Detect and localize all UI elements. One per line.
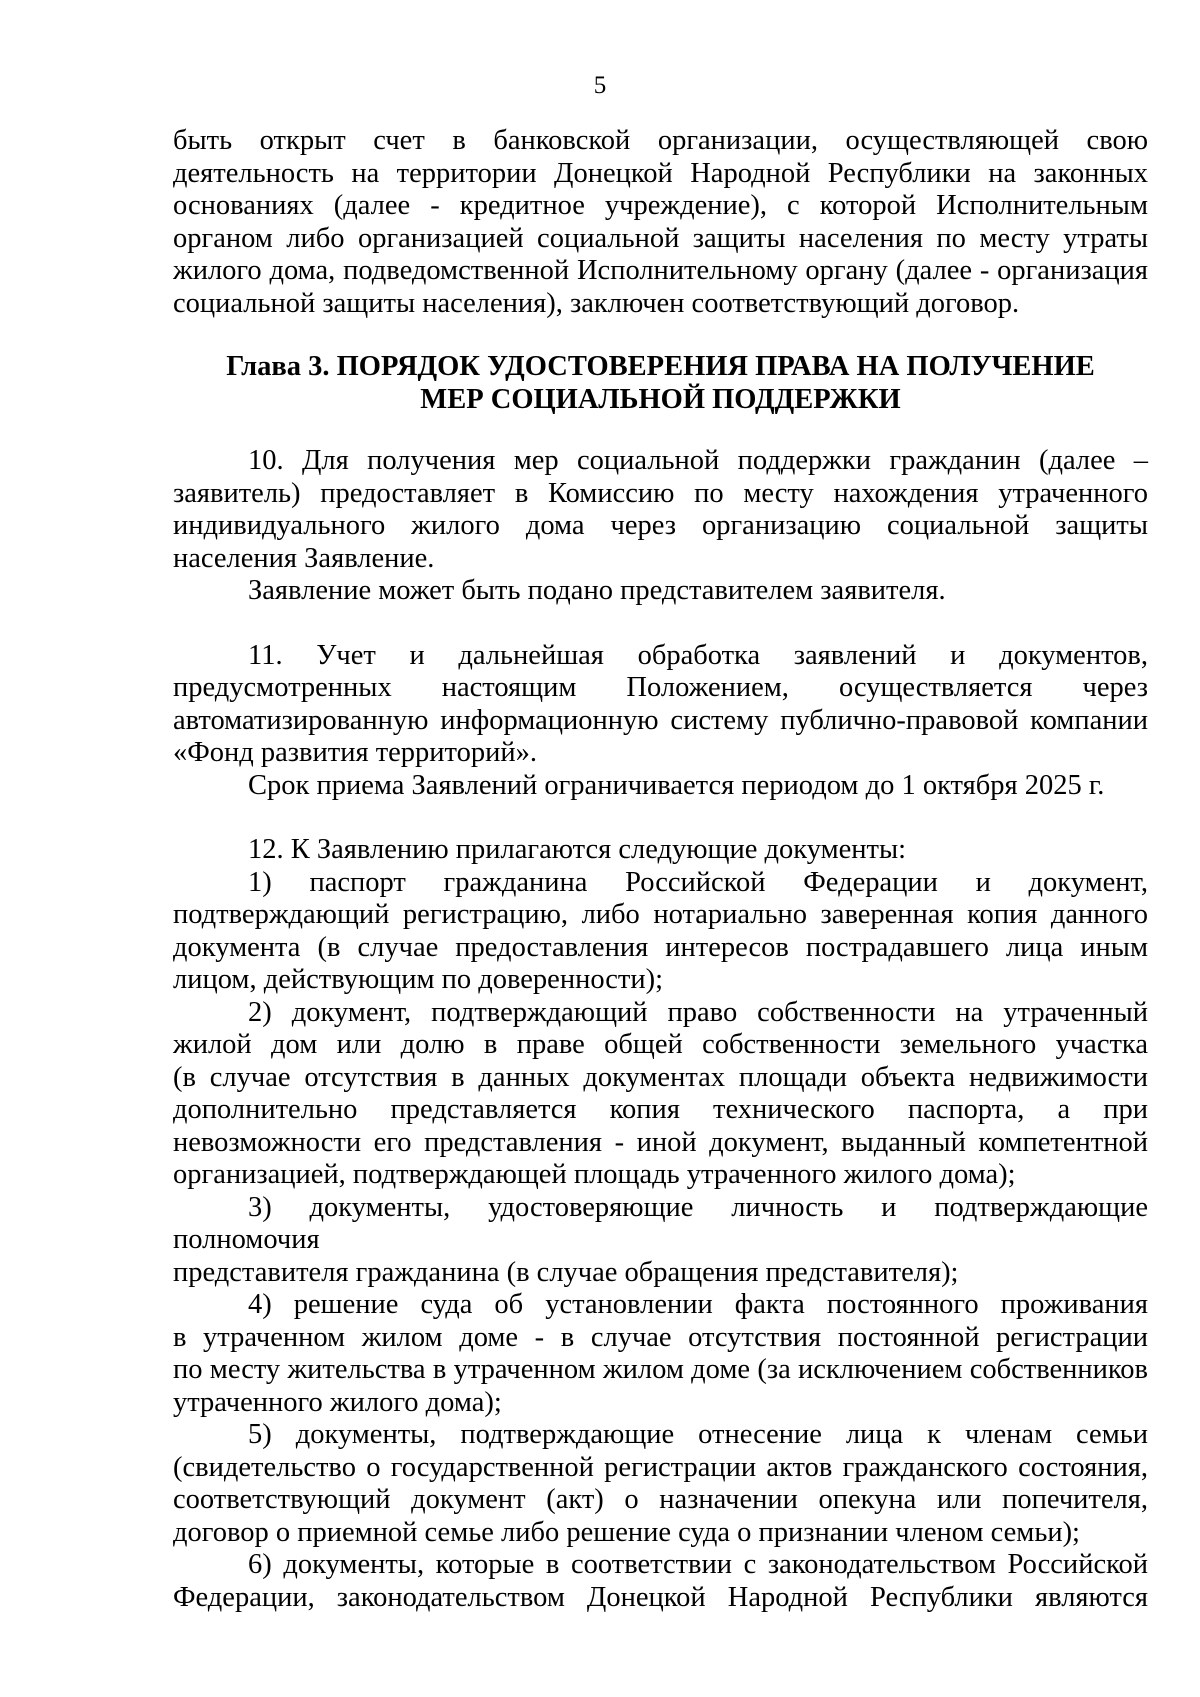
list-item-4-line: 4) решение суда об установлении факта постоянного проживания — [248, 1289, 1148, 1320]
chapter-title-line: Глава 3. ПОРЯДОК УДОСТОВЕРЕНИЯ ПРАВА НА ПОЛУЧЕНИЕ — [226, 351, 1095, 382]
list-item-2-line: 2) документ, подтверждающий право собственности на утраченный — [248, 996, 1148, 1028]
paragraph-11-line: автоматизированную информационную систему публично-правовой компании — [173, 704, 1148, 736]
list-item-4-line: по месту жительства в утраченном жилом доме (за исключением собственников — [173, 1354, 1148, 1385]
list-item-2-line: дополнительно представляется копия технического паспорта, а при — [173, 1094, 1148, 1125]
list-item-5-line: (свидетельство о государственной регистрации актов гражданского состояния, — [173, 1451, 1148, 1483]
paragraph-10-line: населения Заявление. — [173, 542, 435, 574]
paragraph-10-line: заявитель) предоставляет в Комиссию по месту нахождения утраченного — [173, 477, 1148, 509]
chapter-title-line: МЕР СОЦИАЛЬНОЙ ПОДДЕРЖКИ — [420, 384, 901, 415]
paragraph-10-line: 10. Для получения мер социальной поддержки гражданин (далее – — [248, 445, 1148, 476]
text-line: деятельность на территории Донецкой Народной Республики на законных — [173, 157, 1148, 189]
list-item-2-line: (в случае отсутствия в данных документах площади объекта недвижимости — [173, 1061, 1148, 1093]
text-line: жилого дома, подведомственной Исполнительному органу (далее - организация — [173, 255, 1148, 286]
list-item-4-line: утраченного жилого дома); — [173, 1386, 502, 1418]
list-item-1-line: 1) паспорт гражданина Российской Федерации и документ, — [248, 866, 1148, 898]
text-line: основаниях (далее - кредитное учреждение), с которой Исполнительным — [173, 190, 1148, 221]
page-number: 5 — [593, 72, 607, 99]
list-item-2-line: жилой дом или долю в праве общей собственности земельного участка — [173, 1029, 1148, 1060]
list-item-1-line: лицом, действующим по доверенности); — [173, 964, 664, 995]
text-line: социальной защиты населения), заключен соответствующий договор. — [173, 287, 1020, 319]
paragraph-11-line: «Фонд развития территорий». — [173, 737, 538, 768]
list-item-2-line: организацией, подтверждающей площадь утраченного жилого дома); — [173, 1159, 1016, 1190]
list-item-1-line: подтверждающий регистрацию, либо нотариально заверенная копия данного — [173, 899, 1148, 930]
list-item-6-line: 6) документы, которые в соответствии с законодательством Российской — [248, 1549, 1148, 1580]
paragraph-11-second: Срок приема Заявлений ограничивается периодом до 1 октября 2025 г. — [248, 769, 1105, 801]
list-item-3-line: представителя гражданина (в случае обращения представителя); — [173, 1256, 959, 1288]
list-item-2-line: невозможности его представления - иной документ, выданный компетентной — [173, 1126, 1148, 1158]
text-line: органом либо организацией социальной защиты населения по месту утраты — [173, 222, 1148, 254]
list-item-5-line: договор о приемной семье либо решение суда о признании членом семьи); — [173, 1516, 1080, 1548]
list-item-3-line: 3) документы, удостоверяющие личность и подтверждающие полномочия — [173, 1191, 1148, 1255]
text-line: быть открыт счет в банковской организации, осуществляющей свою — [173, 125, 1148, 156]
document-body — [173, 125, 1148, 1614]
list-item-5-line: соответствующий документ (акт) о назначении опекуна или попечителя, — [173, 1484, 1148, 1515]
list-item-6-line: Федерации, законодательством Донецкой Народной Республики являются — [173, 1581, 1148, 1613]
chapter-heading — [173, 350, 1148, 416]
paragraph-10-second: Заявление может быть подано представителем заявителя. — [248, 575, 946, 606]
paragraph-11-line: 11. Учет и дальнейшая обработка заявлений и документов, — [248, 639, 1148, 671]
list-item-4-line: в утраченном жилом доме - в случае отсутствия постоянной регистрации — [173, 1321, 1148, 1353]
paragraph-11-line: предусмотренных настоящим Положением, осуществляется через — [173, 672, 1148, 703]
paragraph-10-line: индивидуального жилого дома через организацию социальной защиты — [173, 510, 1148, 541]
list-item-5-line: 5) документы, подтверждающие отнесение лица к членам семьи — [248, 1419, 1148, 1450]
list-item-1-line: документа (в случае предоставления интересов пострадавшего лица иным — [173, 931, 1148, 963]
paragraph-12-intro: 12. К Заявлению прилагаются следующие документы: — [248, 834, 907, 865]
